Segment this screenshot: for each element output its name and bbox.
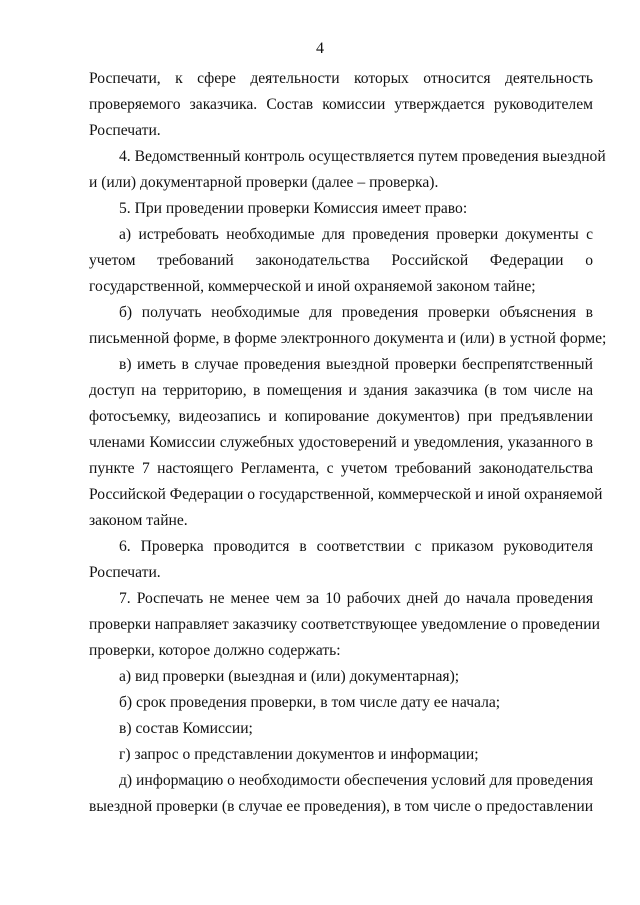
text-line: 7. Роспечать не менее чем за 10 рабочих дней до начала проведения — [119, 590, 593, 607]
page-number: 4 — [316, 40, 324, 57]
text-line: в) иметь в случае проведения выездной проверки беспрепятственный — [119, 356, 593, 373]
text-line: Роспечати. — [89, 122, 161, 139]
text-line: а) вид проверки (выездная и (или) документарная); — [119, 668, 460, 685]
text-line: Российской Федерации о государственной, коммерческой и иной охраняемой — [89, 486, 603, 503]
text-line: д) информацию о необходимости обеспечения условий для проведения — [119, 772, 593, 789]
document-body — [89, 66, 607, 820]
text-line: в) состав Комиссии; — [119, 720, 253, 737]
text-line: фотосъемку, видеозапись и копирование документов) при предъявлении — [89, 408, 593, 425]
text-line: выездной проверки (в случае ее проведения), в том числе о предоставлении — [89, 798, 594, 815]
text-line: и (или) документарной проверки (далее – проверка). — [89, 174, 439, 191]
text-line: членами Комиссии служебных удостоверений и уведомления, указанного в — [89, 434, 593, 451]
text-line: проверки, которое должно содержать: — [89, 642, 341, 659]
text-line: государственной, коммерческой и иной охраняемой законом тайне; — [89, 278, 536, 295]
text-line: доступ на территорию, в помещения и здания заказчика (в том числе на — [89, 382, 593, 399]
text-line: а) истребовать необходимые для проведения проверки документы с — [119, 226, 593, 243]
text-line: проверки направляет заказчику соответствующее уведомление о проведении — [89, 616, 600, 633]
text-line: Роспечати. — [89, 564, 161, 581]
text-line: письменной форме, в форме электронного документа и (или) в устной форме; — [89, 330, 607, 347]
text-line: пункте 7 настоящего Регламента, с учетом требований законодательства — [89, 460, 593, 477]
text-line: Роспечати, к сфере деятельности которых относится деятельность — [89, 70, 593, 87]
text-line: 6. Проверка проводится в соответствии с приказом руководителя — [119, 538, 593, 555]
text-line: законом тайне. — [89, 512, 188, 529]
text-line: 4. Ведомственный контроль осуществляется путем проведения выездной — [119, 148, 606, 165]
text-line: б) срок проведения проверки, в том числе дату ее начала; — [119, 694, 501, 711]
text-line: б) получать необходимые для проведения проверки объяснения в — [119, 304, 593, 321]
text-line: г) запрос о представлении документов и информации; — [119, 746, 479, 763]
text-line: проверяемого заказчика. Состав комиссии утверждается руководителем — [89, 96, 593, 113]
text-line: учетом требований законодательства Российской Федерации о — [89, 252, 593, 269]
text-line: 5. При проведении проверки Комиссия имеет право: — [119, 200, 468, 217]
